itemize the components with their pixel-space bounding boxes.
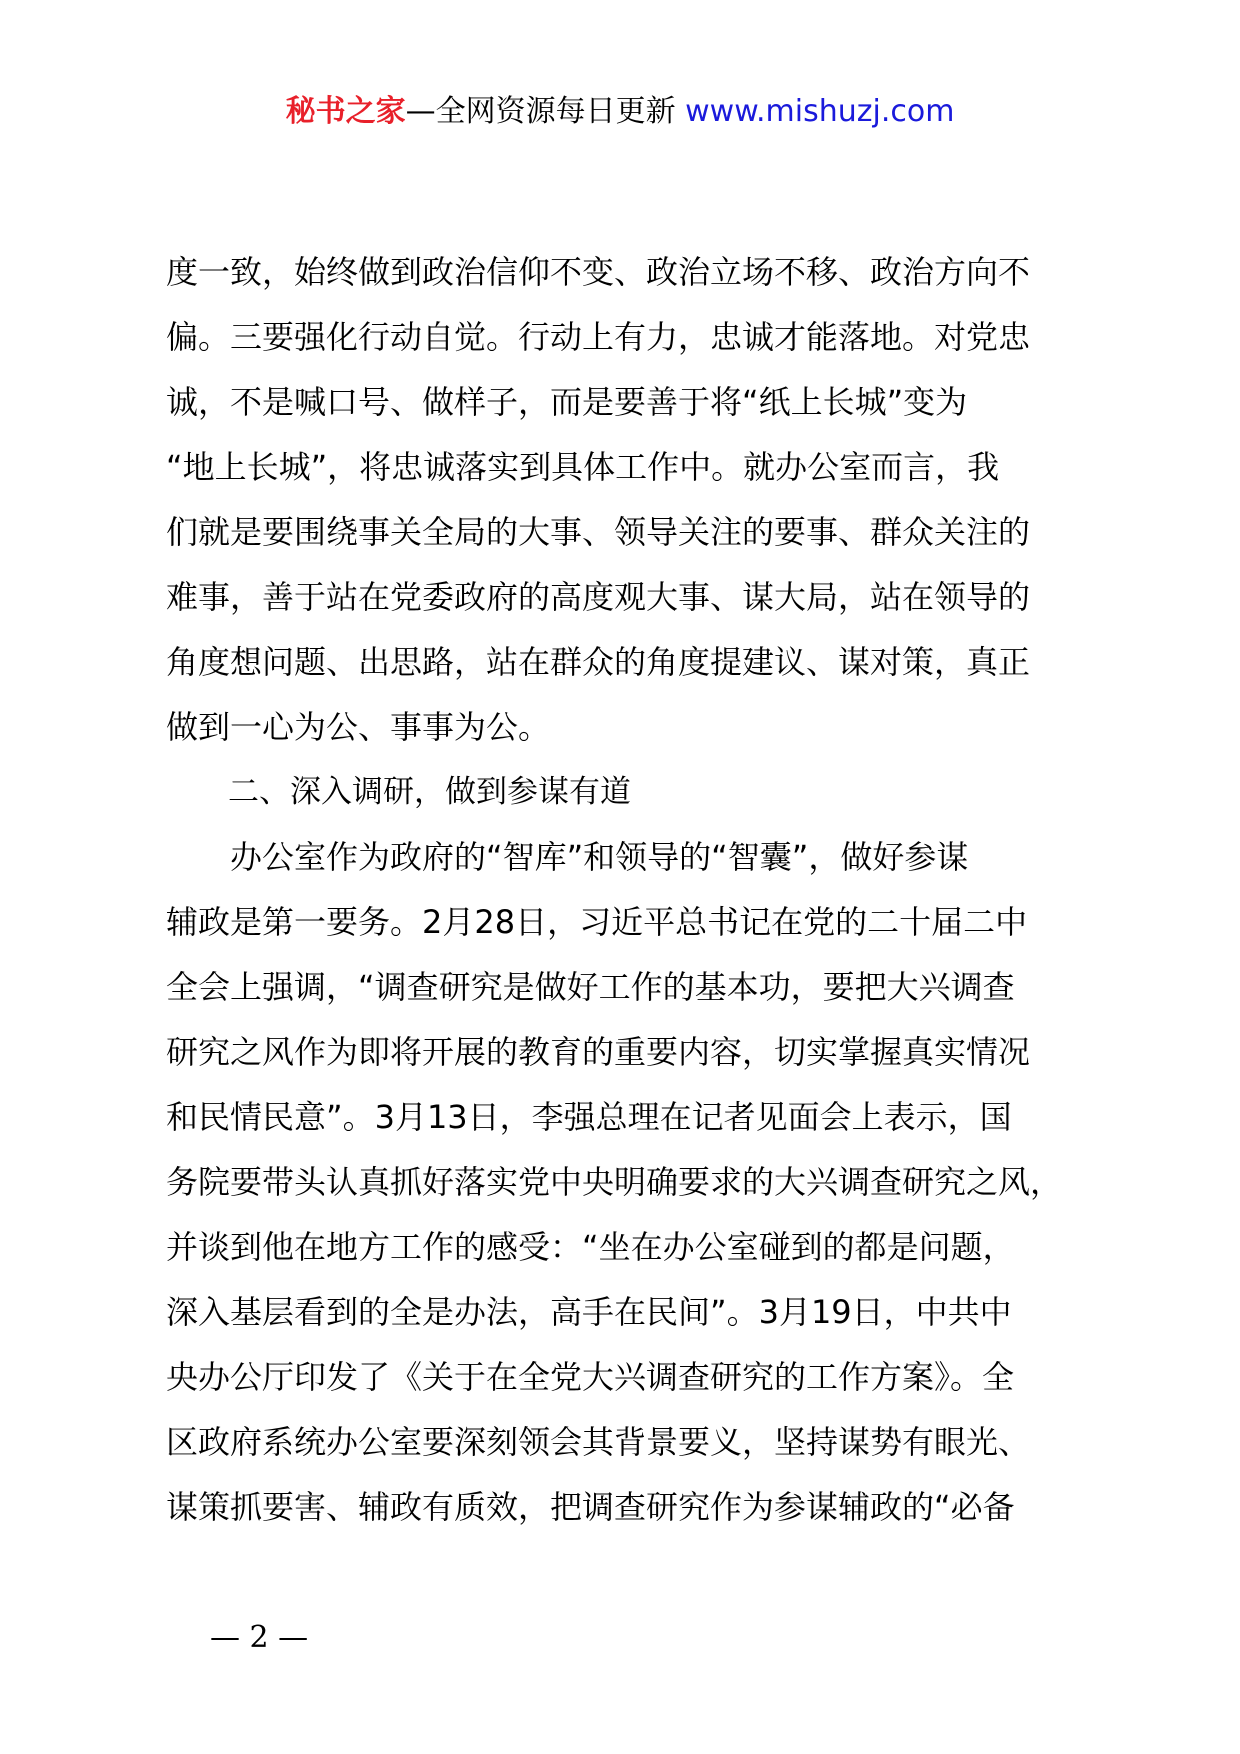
text-line: 角度想问题、出思路，站在群众的角度提建议、谋对策，真正 (166, 643, 1031, 681)
site-url-link[interactable]: www.mishuzj.com (685, 94, 955, 129)
text-line: 全会上强调，“调查研究是做好工作的基本功，要把大兴调查 (166, 968, 1015, 1006)
site-header (0, 92, 1240, 132)
text-line: 区政府系统办公室要深刻领会其背景要义，坚持谋势有眼光、 (166, 1423, 1031, 1461)
text-line: 并谈到他在地方工作的感受：“坐在办公室碰到的都是问题， (166, 1228, 1015, 1266)
text-line: 度一致，始终做到政治信仰不变、政治立场不移、政治方向不 (166, 253, 1031, 291)
text-line: 务院要带头认真抓好落实党中央明确要求的大兴调查研究之风， (166, 1163, 1063, 1201)
text-line: 做到一心为公、事事为公。 (166, 708, 551, 746)
text-line: 们就是要围绕事关全局的大事、领导关注的要事、群众关注的 (166, 513, 1031, 551)
site-brand: 秘书之家 (285, 94, 406, 129)
page-number: — 2 — (210, 1620, 309, 1655)
text-line: 难事，善于站在党委政府的高度观大事、谋大局，站在领导的 (166, 578, 1031, 616)
site-tagline: —全网资源每日更新 (405, 94, 676, 129)
text-line: 深入基层看到的全是办法，高手在民间”。3月19日，中共中 (166, 1293, 1012, 1331)
text-line: 诚，不是喊口号、做样子，而是要善于将“纸上长城”变为 (166, 383, 968, 421)
document-body (166, 240, 1126, 1540)
text-line: 辅政是第一要务。2月28日，习近平总书记在党的二十届二中 (166, 903, 1028, 941)
text-line: 办公室作为政府的“智库”和领导的“智囊”，做好参谋 (166, 838, 969, 876)
text-line: 偏。三要强化行动自觉。行动上有力，忠诚才能落地。对党忠 (166, 318, 1031, 356)
text-line: “地上长城”，将忠诚落实到具体工作中。就办公室而言，我 (166, 448, 1000, 486)
text-line: 央办公厅印发了《关于在全党大兴调查研究的工作方案》。全 (166, 1358, 1015, 1396)
text-line: 研究之风作为即将开展的教育的重要内容，切实掌握真实情况 (166, 1033, 1031, 1071)
section-heading: 二、深入调研，做到参谋有道 (166, 774, 631, 810)
text-line: 和民情民意”。3月13日，李强总理在记者见面会上表示，国 (166, 1098, 1012, 1136)
text-line: 谋策抓要害、辅政有质效，把调查研究作为参谋辅政的“必备 (166, 1488, 1015, 1526)
